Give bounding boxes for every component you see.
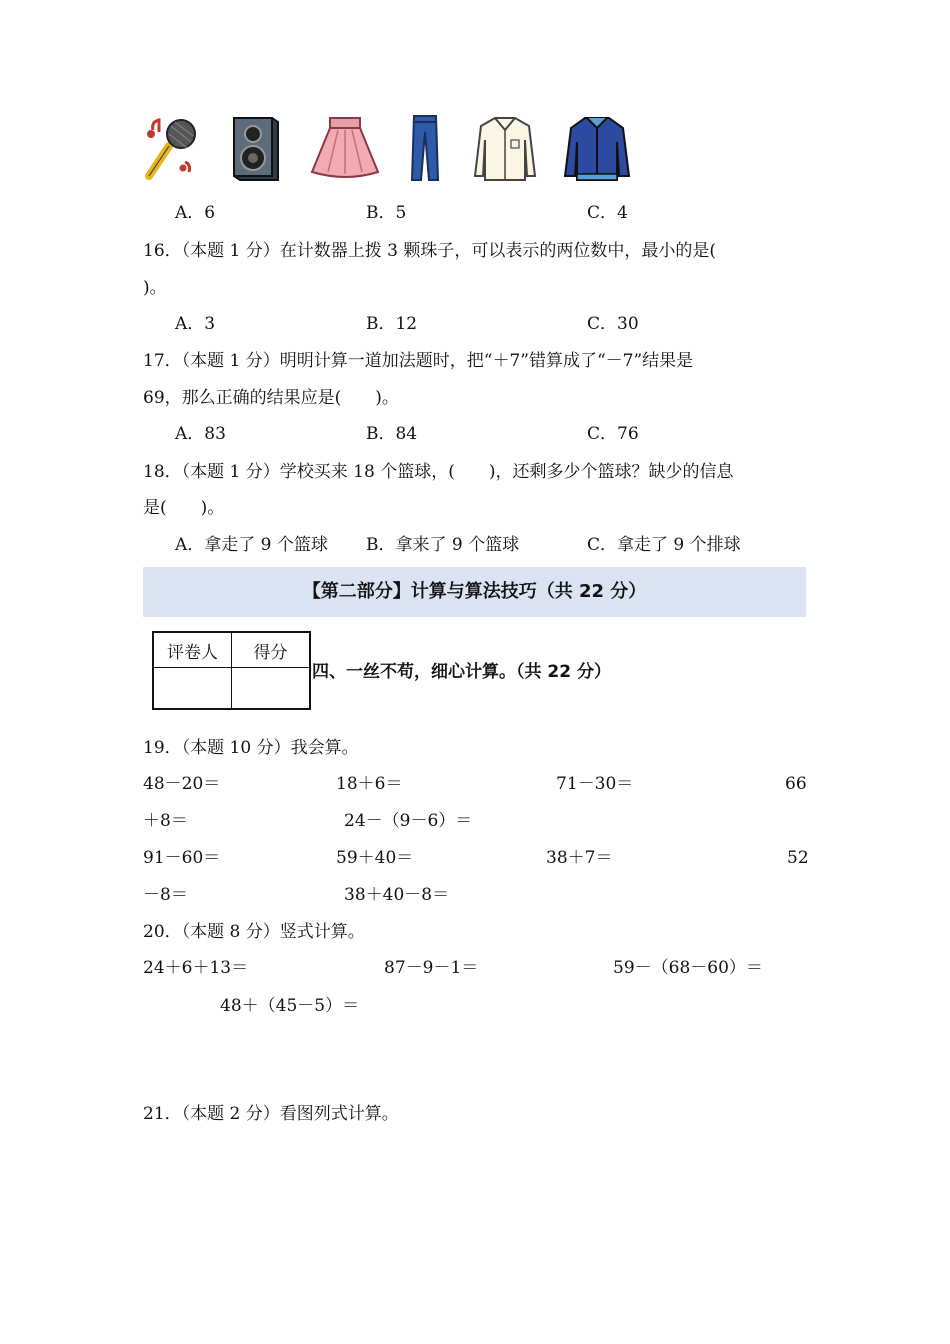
- part-4-title: 四、一丝不苟，细心计算。（共 22 分）: [312, 662, 611, 682]
- q17-option-c: C．76: [587, 424, 639, 444]
- q19-expr: 48－20＝: [143, 774, 221, 794]
- jeans-icon: [408, 112, 444, 184]
- q17-option-b: B．84: [366, 424, 418, 444]
- q19-expr: －8＝: [143, 885, 188, 905]
- q16-stem-line1: 16．（本题 1 分）在计数器上拨 3 颗珠子，可以表示的两位数中，最小的是(: [143, 241, 717, 261]
- q15-option-b: B．5: [366, 203, 407, 223]
- grader-cell[interactable]: [153, 668, 232, 710]
- q19-expr: 38＋40－8＝: [344, 885, 450, 905]
- q19-expr: 71－30＝: [556, 774, 634, 794]
- q15-option-a: A．6: [175, 203, 216, 223]
- q19-stem: 19．（本题 10 分）我会算。: [143, 738, 359, 758]
- score-cell[interactable]: [232, 668, 311, 710]
- q17-option-a: A．83: [175, 424, 226, 444]
- q19-expr: 38＋7＝: [546, 848, 613, 868]
- q18-stem-line1: 18．（本题 1 分）学校买来 18 个篮球，( )，还剩多少个篮球？缺少的信息: [143, 462, 734, 482]
- section-2-title: 【第二部分】计算与算法技巧（共 22 分）: [302, 581, 647, 602]
- q18-option-b: B．拿来了 9 个篮球: [366, 535, 520, 555]
- q18-stem-line2: 是( )。: [143, 498, 225, 518]
- q19-expr: 59＋40＝: [336, 848, 414, 868]
- speaker-icon: [228, 112, 283, 184]
- q16-stem-line2: )。: [143, 278, 167, 298]
- q16-option-a: A．3: [175, 314, 216, 334]
- skirt-icon: [308, 112, 383, 182]
- q19-expr: 66: [785, 774, 807, 794]
- q19-expr: 18＋6＝: [336, 774, 403, 794]
- q19-expr: 91－60＝: [143, 848, 221, 868]
- score-table: [152, 631, 311, 710]
- section-2-banner: [143, 567, 806, 617]
- q19-expr: 24－（9－6）＝: [344, 811, 473, 831]
- q21-stem: 21．（本题 2 分）看图列式计算。: [143, 1104, 399, 1124]
- q20-expr: 87－9－1＝: [384, 958, 479, 978]
- grader-header: 评卷人: [153, 632, 232, 668]
- q20-expr: 24＋6＋13＝: [143, 958, 249, 978]
- shirt-icon: [473, 112, 538, 184]
- q15-picture-row: [143, 112, 643, 187]
- q16-option-b: B．12: [366, 314, 418, 334]
- jacket-icon: [563, 112, 631, 184]
- q20-stem: 20．（本题 8 分）竖式计算。: [143, 922, 365, 942]
- q19-expr: ＋8＝: [143, 811, 188, 831]
- score-header: 得分: [232, 632, 311, 668]
- q16-option-c: C．30: [587, 314, 639, 334]
- q17-stem-line2: 69，那么正确的结果应是( )。: [143, 388, 399, 408]
- q15-option-c: C．4: [587, 203, 628, 223]
- microphone-icon: [143, 112, 203, 182]
- q19-expr: 52: [787, 848, 809, 868]
- q20-expr: 59－（68－60）＝: [613, 958, 763, 978]
- q20-expr: 48＋（45－5）＝: [220, 996, 360, 1016]
- q18-option-a: A．拿走了 9 个篮球: [175, 535, 328, 555]
- q18-option-c: C．拿走了 9 个排球: [587, 535, 741, 555]
- q17-stem-line1: 17．（本题 1 分）明明计算一道加法题时，把“＋7”错算成了“－7”结果是: [143, 351, 694, 371]
